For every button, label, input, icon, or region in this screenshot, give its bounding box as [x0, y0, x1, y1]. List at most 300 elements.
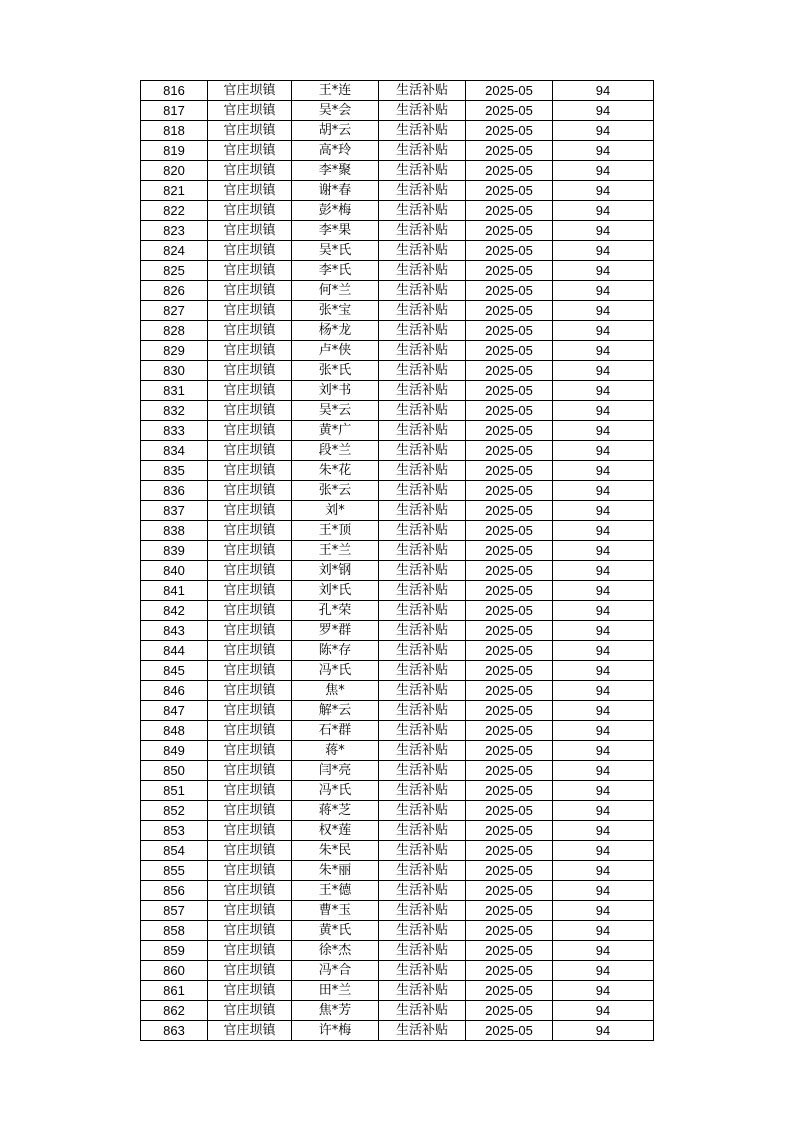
- amount-cell: 94: [553, 501, 654, 521]
- name-cell: 王*连: [292, 81, 379, 101]
- amount-cell: 94: [553, 761, 654, 781]
- serial-number-cell: 862: [141, 1001, 208, 1021]
- amount-cell: 94: [553, 541, 654, 561]
- name-cell: 罗*群: [292, 621, 379, 641]
- subsidy-type-cell: 生活补贴: [379, 161, 466, 181]
- town-cell: 官庄坝镇: [208, 661, 292, 681]
- period-cell: 2025-05: [466, 221, 553, 241]
- serial-number-cell: 818: [141, 121, 208, 141]
- period-cell: 2025-05: [466, 1021, 553, 1041]
- subsidy-type-cell: 生活补贴: [379, 961, 466, 981]
- table-row: [141, 81, 654, 101]
- town-cell: 官庄坝镇: [208, 361, 292, 381]
- name-cell: 权*莲: [292, 821, 379, 841]
- serial-number-cell: 823: [141, 221, 208, 241]
- amount-cell: 94: [553, 961, 654, 981]
- subsidy-table: [140, 80, 654, 1041]
- town-cell: 官庄坝镇: [208, 461, 292, 481]
- table-row: [141, 961, 654, 981]
- name-cell: 彭*梅: [292, 201, 379, 221]
- name-cell: 刘*: [292, 501, 379, 521]
- town-cell: 官庄坝镇: [208, 801, 292, 821]
- period-cell: 2025-05: [466, 621, 553, 641]
- town-cell: 官庄坝镇: [208, 181, 292, 201]
- table-row: [141, 801, 654, 821]
- table-body: [141, 81, 654, 1041]
- table-row: [141, 841, 654, 861]
- subsidy-type-cell: 生活补贴: [379, 341, 466, 361]
- period-cell: 2025-05: [466, 81, 553, 101]
- town-cell: 官庄坝镇: [208, 621, 292, 641]
- town-cell: 官庄坝镇: [208, 121, 292, 141]
- name-cell: 王*兰: [292, 541, 379, 561]
- amount-cell: 94: [553, 101, 654, 121]
- town-cell: 官庄坝镇: [208, 301, 292, 321]
- subsidy-type-cell: 生活补贴: [379, 641, 466, 661]
- subsidy-type-cell: 生活补贴: [379, 981, 466, 1001]
- subsidy-type-cell: 生活补贴: [379, 781, 466, 801]
- town-cell: 官庄坝镇: [208, 381, 292, 401]
- period-cell: 2025-05: [466, 801, 553, 821]
- serial-number-cell: 848: [141, 721, 208, 741]
- town-cell: 官庄坝镇: [208, 1021, 292, 1041]
- period-cell: 2025-05: [466, 161, 553, 181]
- town-cell: 官庄坝镇: [208, 681, 292, 701]
- table-row: [141, 341, 654, 361]
- period-cell: 2025-05: [466, 861, 553, 881]
- amount-cell: 94: [553, 641, 654, 661]
- subsidy-type-cell: 生活补贴: [379, 381, 466, 401]
- period-cell: 2025-05: [466, 981, 553, 1001]
- amount-cell: 94: [553, 261, 654, 281]
- town-cell: 官庄坝镇: [208, 701, 292, 721]
- name-cell: 焦*芳: [292, 1001, 379, 1021]
- serial-number-cell: 845: [141, 661, 208, 681]
- table-row: [141, 741, 654, 761]
- town-cell: 官庄坝镇: [208, 201, 292, 221]
- table-row: [141, 141, 654, 161]
- serial-number-cell: 826: [141, 281, 208, 301]
- table-row: [141, 161, 654, 181]
- table-row: [141, 101, 654, 121]
- period-cell: 2025-05: [466, 561, 553, 581]
- table-row: [141, 701, 654, 721]
- amount-cell: 94: [553, 681, 654, 701]
- table-row: [141, 721, 654, 741]
- table-row: [141, 921, 654, 941]
- town-cell: 官庄坝镇: [208, 81, 292, 101]
- subsidy-type-cell: 生活补贴: [379, 621, 466, 641]
- period-cell: 2025-05: [466, 441, 553, 461]
- amount-cell: 94: [553, 521, 654, 541]
- amount-cell: 94: [553, 621, 654, 641]
- amount-cell: 94: [553, 821, 654, 841]
- table-row: [141, 221, 654, 241]
- serial-number-cell: 846: [141, 681, 208, 701]
- town-cell: 官庄坝镇: [208, 861, 292, 881]
- subsidy-type-cell: 生活补贴: [379, 241, 466, 261]
- subsidy-type-cell: 生活补贴: [379, 521, 466, 541]
- table-row: [141, 641, 654, 661]
- subsidy-type-cell: 生活补贴: [379, 421, 466, 441]
- table-row: [141, 881, 654, 901]
- period-cell: 2025-05: [466, 921, 553, 941]
- name-cell: 张*宝: [292, 301, 379, 321]
- town-cell: 官庄坝镇: [208, 581, 292, 601]
- town-cell: 官庄坝镇: [208, 341, 292, 361]
- amount-cell: 94: [553, 221, 654, 241]
- table-row: [141, 1021, 654, 1041]
- name-cell: 王*德: [292, 881, 379, 901]
- serial-number-cell: 827: [141, 301, 208, 321]
- amount-cell: 94: [553, 401, 654, 421]
- town-cell: 官庄坝镇: [208, 761, 292, 781]
- subsidy-type-cell: 生活补贴: [379, 821, 466, 841]
- name-cell: 吴*云: [292, 401, 379, 421]
- serial-number-cell: 838: [141, 521, 208, 541]
- period-cell: 2025-05: [466, 461, 553, 481]
- name-cell: 张*云: [292, 481, 379, 501]
- name-cell: 黄*氏: [292, 921, 379, 941]
- amount-cell: 94: [553, 741, 654, 761]
- amount-cell: 94: [553, 161, 654, 181]
- table-row: [141, 681, 654, 701]
- amount-cell: 94: [553, 481, 654, 501]
- town-cell: 官庄坝镇: [208, 261, 292, 281]
- period-cell: 2025-05: [466, 841, 553, 861]
- name-cell: 李*聚: [292, 161, 379, 181]
- subsidy-type-cell: 生活补贴: [379, 401, 466, 421]
- name-cell: 段*兰: [292, 441, 379, 461]
- table-row: [141, 401, 654, 421]
- name-cell: 焦*: [292, 681, 379, 701]
- table-row: [141, 301, 654, 321]
- serial-number-cell: 825: [141, 261, 208, 281]
- name-cell: 解*云: [292, 701, 379, 721]
- serial-number-cell: 831: [141, 381, 208, 401]
- subsidy-type-cell: 生活补贴: [379, 681, 466, 701]
- subsidy-type-cell: 生活补贴: [379, 101, 466, 121]
- table-row: [141, 601, 654, 621]
- subsidy-type-cell: 生活补贴: [379, 481, 466, 501]
- serial-number-cell: 817: [141, 101, 208, 121]
- subsidy-type-cell: 生活补贴: [379, 941, 466, 961]
- period-cell: 2025-05: [466, 761, 553, 781]
- amount-cell: 94: [553, 901, 654, 921]
- name-cell: 冯*氏: [292, 781, 379, 801]
- table-row: [141, 181, 654, 201]
- town-cell: 官庄坝镇: [208, 641, 292, 661]
- amount-cell: 94: [553, 281, 654, 301]
- table-row: [141, 901, 654, 921]
- subsidy-type-cell: 生活补贴: [379, 441, 466, 461]
- amount-cell: 94: [553, 141, 654, 161]
- amount-cell: 94: [553, 421, 654, 441]
- table-row: [141, 461, 654, 481]
- table-row: [141, 241, 654, 261]
- subsidy-type-cell: 生活补贴: [379, 501, 466, 521]
- table-row: [141, 781, 654, 801]
- period-cell: 2025-05: [466, 361, 553, 381]
- name-cell: 蒋*芝: [292, 801, 379, 821]
- table-row: [141, 821, 654, 841]
- name-cell: 李*果: [292, 221, 379, 241]
- table-row: [141, 441, 654, 461]
- period-cell: 2025-05: [466, 421, 553, 441]
- name-cell: 田*兰: [292, 981, 379, 1001]
- table-row: [141, 321, 654, 341]
- town-cell: 官庄坝镇: [208, 421, 292, 441]
- period-cell: 2025-05: [466, 381, 553, 401]
- serial-number-cell: 840: [141, 561, 208, 581]
- subsidy-type-cell: 生活补贴: [379, 561, 466, 581]
- subsidy-type-cell: 生活补贴: [379, 121, 466, 141]
- table-row: [141, 201, 654, 221]
- serial-number-cell: 854: [141, 841, 208, 861]
- period-cell: 2025-05: [466, 201, 553, 221]
- subsidy-type-cell: 生活补贴: [379, 461, 466, 481]
- town-cell: 官庄坝镇: [208, 821, 292, 841]
- name-cell: 高*玲: [292, 141, 379, 161]
- serial-number-cell: 852: [141, 801, 208, 821]
- table-row: [141, 981, 654, 1001]
- subsidy-type-cell: 生活补贴: [379, 1001, 466, 1021]
- period-cell: 2025-05: [466, 281, 553, 301]
- period-cell: 2025-05: [466, 501, 553, 521]
- town-cell: 官庄坝镇: [208, 481, 292, 501]
- serial-number-cell: 837: [141, 501, 208, 521]
- amount-cell: 94: [553, 81, 654, 101]
- town-cell: 官庄坝镇: [208, 781, 292, 801]
- amount-cell: 94: [553, 301, 654, 321]
- amount-cell: 94: [553, 461, 654, 481]
- table-row: [141, 1001, 654, 1021]
- name-cell: 朱*民: [292, 841, 379, 861]
- subsidy-type-cell: 生活补贴: [379, 201, 466, 221]
- serial-number-cell: 850: [141, 761, 208, 781]
- period-cell: 2025-05: [466, 821, 553, 841]
- serial-number-cell: 856: [141, 881, 208, 901]
- amount-cell: 94: [553, 861, 654, 881]
- name-cell: 谢*春: [292, 181, 379, 201]
- subsidy-type-cell: 生活补贴: [379, 701, 466, 721]
- period-cell: 2025-05: [466, 641, 553, 661]
- serial-number-cell: 834: [141, 441, 208, 461]
- name-cell: 卢*侠: [292, 341, 379, 361]
- serial-number-cell: 830: [141, 361, 208, 381]
- subsidy-type-cell: 生活补贴: [379, 721, 466, 741]
- serial-number-cell: 828: [141, 321, 208, 341]
- table-row: [141, 621, 654, 641]
- serial-number-cell: 844: [141, 641, 208, 661]
- period-cell: 2025-05: [466, 401, 553, 421]
- subsidy-type-cell: 生活补贴: [379, 861, 466, 881]
- period-cell: 2025-05: [466, 141, 553, 161]
- subsidy-type-cell: 生活补贴: [379, 921, 466, 941]
- table-row: [141, 481, 654, 501]
- table-row: [141, 261, 654, 281]
- period-cell: 2025-05: [466, 601, 553, 621]
- amount-cell: 94: [553, 201, 654, 221]
- subsidy-type-cell: 生活补贴: [379, 761, 466, 781]
- amount-cell: 94: [553, 121, 654, 141]
- serial-number-cell: 855: [141, 861, 208, 881]
- serial-number-cell: 842: [141, 601, 208, 621]
- amount-cell: 94: [553, 921, 654, 941]
- name-cell: 杨*龙: [292, 321, 379, 341]
- amount-cell: 94: [553, 1021, 654, 1041]
- period-cell: 2025-05: [466, 701, 553, 721]
- name-cell: 吴*会: [292, 101, 379, 121]
- table-row: [141, 281, 654, 301]
- name-cell: 王*顶: [292, 521, 379, 541]
- period-cell: 2025-05: [466, 961, 553, 981]
- subsidy-type-cell: 生活补贴: [379, 581, 466, 601]
- subsidy-type-cell: 生活补贴: [379, 181, 466, 201]
- serial-number-cell: 819: [141, 141, 208, 161]
- amount-cell: 94: [553, 601, 654, 621]
- name-cell: 刘*氏: [292, 581, 379, 601]
- serial-number-cell: 816: [141, 81, 208, 101]
- name-cell: 冯*氏: [292, 661, 379, 681]
- town-cell: 官庄坝镇: [208, 541, 292, 561]
- serial-number-cell: 860: [141, 961, 208, 981]
- serial-number-cell: 858: [141, 921, 208, 941]
- amount-cell: 94: [553, 321, 654, 341]
- period-cell: 2025-05: [466, 521, 553, 541]
- subsidy-type-cell: 生活补贴: [379, 1021, 466, 1041]
- serial-number-cell: 859: [141, 941, 208, 961]
- table-row: [141, 581, 654, 601]
- town-cell: 官庄坝镇: [208, 881, 292, 901]
- name-cell: 黄*广: [292, 421, 379, 441]
- town-cell: 官庄坝镇: [208, 981, 292, 1001]
- period-cell: 2025-05: [466, 181, 553, 201]
- town-cell: 官庄坝镇: [208, 321, 292, 341]
- subsidy-type-cell: 生活补贴: [379, 901, 466, 921]
- town-cell: 官庄坝镇: [208, 521, 292, 541]
- name-cell: 孔*荣: [292, 601, 379, 621]
- town-cell: 官庄坝镇: [208, 161, 292, 181]
- amount-cell: 94: [553, 361, 654, 381]
- serial-number-cell: 832: [141, 401, 208, 421]
- subsidy-type-cell: 生活补贴: [379, 801, 466, 821]
- town-cell: 官庄坝镇: [208, 841, 292, 861]
- amount-cell: 94: [553, 341, 654, 361]
- table-row: [141, 381, 654, 401]
- table-row: [141, 361, 654, 381]
- amount-cell: 94: [553, 561, 654, 581]
- period-cell: 2025-05: [466, 721, 553, 741]
- period-cell: 2025-05: [466, 341, 553, 361]
- subsidy-type-cell: 生活补贴: [379, 261, 466, 281]
- amount-cell: 94: [553, 801, 654, 821]
- period-cell: 2025-05: [466, 661, 553, 681]
- name-cell: 冯*合: [292, 961, 379, 981]
- name-cell: 陈*存: [292, 641, 379, 661]
- serial-number-cell: 843: [141, 621, 208, 641]
- subsidy-type-cell: 生活补贴: [379, 281, 466, 301]
- serial-number-cell: 824: [141, 241, 208, 261]
- serial-number-cell: 861: [141, 981, 208, 1001]
- amount-cell: 94: [553, 241, 654, 261]
- serial-number-cell: 829: [141, 341, 208, 361]
- serial-number-cell: 857: [141, 901, 208, 921]
- amount-cell: 94: [553, 881, 654, 901]
- amount-cell: 94: [553, 441, 654, 461]
- name-cell: 刘*书: [292, 381, 379, 401]
- period-cell: 2025-05: [466, 581, 553, 601]
- town-cell: 官庄坝镇: [208, 901, 292, 921]
- table-row: [141, 541, 654, 561]
- amount-cell: 94: [553, 381, 654, 401]
- serial-number-cell: 836: [141, 481, 208, 501]
- table-row: [141, 561, 654, 581]
- town-cell: 官庄坝镇: [208, 141, 292, 161]
- serial-number-cell: 820: [141, 161, 208, 181]
- period-cell: 2025-05: [466, 121, 553, 141]
- amount-cell: 94: [553, 701, 654, 721]
- name-cell: 何*兰: [292, 281, 379, 301]
- period-cell: 2025-05: [466, 941, 553, 961]
- name-cell: 徐*杰: [292, 941, 379, 961]
- name-cell: 蒋*: [292, 741, 379, 761]
- town-cell: 官庄坝镇: [208, 561, 292, 581]
- period-cell: 2025-05: [466, 541, 553, 561]
- name-cell: 吴*氏: [292, 241, 379, 261]
- table-row: [141, 121, 654, 141]
- serial-number-cell: 835: [141, 461, 208, 481]
- amount-cell: 94: [553, 941, 654, 961]
- subsidy-type-cell: 生活补贴: [379, 741, 466, 761]
- table-row: [141, 501, 654, 521]
- subsidy-type-cell: 生活补贴: [379, 81, 466, 101]
- serial-number-cell: 841: [141, 581, 208, 601]
- period-cell: 2025-05: [466, 681, 553, 701]
- period-cell: 2025-05: [466, 741, 553, 761]
- amount-cell: 94: [553, 841, 654, 861]
- name-cell: 李*氏: [292, 261, 379, 281]
- subsidy-type-cell: 生活补贴: [379, 881, 466, 901]
- table-row: [141, 861, 654, 881]
- subsidy-type-cell: 生活补贴: [379, 661, 466, 681]
- period-cell: 2025-05: [466, 101, 553, 121]
- town-cell: 官庄坝镇: [208, 1001, 292, 1021]
- amount-cell: 94: [553, 661, 654, 681]
- name-cell: 胡*云: [292, 121, 379, 141]
- name-cell: 刘*钢: [292, 561, 379, 581]
- period-cell: 2025-05: [466, 1001, 553, 1021]
- name-cell: 曹*玉: [292, 901, 379, 921]
- subsidy-type-cell: 生活补贴: [379, 541, 466, 561]
- period-cell: 2025-05: [466, 781, 553, 801]
- table-row: [141, 421, 654, 441]
- town-cell: 官庄坝镇: [208, 501, 292, 521]
- name-cell: 朱*丽: [292, 861, 379, 881]
- period-cell: 2025-05: [466, 901, 553, 921]
- table-row: [141, 761, 654, 781]
- period-cell: 2025-05: [466, 321, 553, 341]
- town-cell: 官庄坝镇: [208, 721, 292, 741]
- town-cell: 官庄坝镇: [208, 441, 292, 461]
- town-cell: 官庄坝镇: [208, 101, 292, 121]
- period-cell: 2025-05: [466, 301, 553, 321]
- subsidy-type-cell: 生活补贴: [379, 301, 466, 321]
- serial-number-cell: 833: [141, 421, 208, 441]
- name-cell: 闫*亮: [292, 761, 379, 781]
- subsidy-type-cell: 生活补贴: [379, 141, 466, 161]
- subsidy-type-cell: 生活补贴: [379, 841, 466, 861]
